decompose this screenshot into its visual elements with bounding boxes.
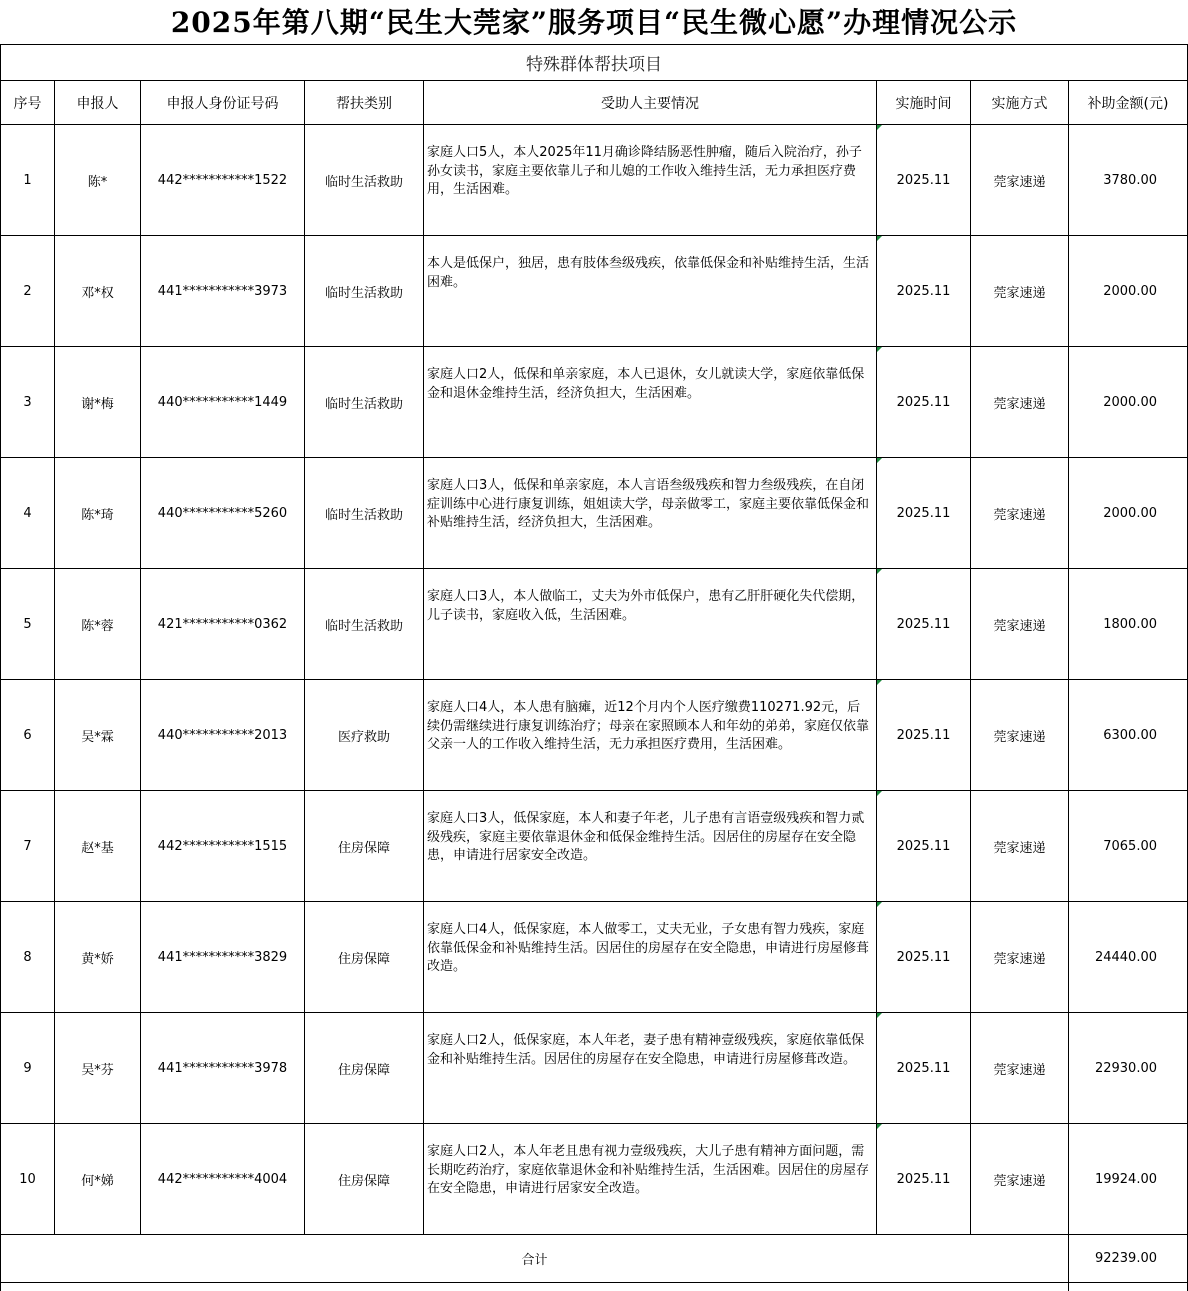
header-applicant: 申报人 <box>55 81 141 125</box>
header-id-number: 申报人身份证号码 <box>141 81 305 125</box>
table-subtitle: 特殊群体帮扶项目 <box>1 45 1188 81</box>
cell-method: 莞家速递 <box>971 125 1069 236</box>
cell-time: 2025.11 <box>877 236 971 347</box>
cell-applicant: 陈*蓉 <box>55 569 141 680</box>
cell-time: 2025.11 <box>877 902 971 1013</box>
total-row <box>1 1235 1188 1283</box>
empty-cell <box>1069 1283 1188 1291</box>
cell-category: 医疗救助 <box>305 680 424 791</box>
header-category: 帮扶类别 <box>305 81 424 125</box>
cell-applicant: 谢*梅 <box>55 347 141 458</box>
empty-cell <box>1 1283 1069 1291</box>
cell-id-number: 441***********3829 <box>141 902 305 1013</box>
cell-id-number: 440***********5260 <box>141 458 305 569</box>
cell-category: 临时生活救助 <box>305 125 424 236</box>
header-amount: 补助金额(元) <box>1069 81 1188 125</box>
cell-id-number: 421***********0362 <box>141 569 305 680</box>
cell-method: 莞家速递 <box>971 347 1069 458</box>
cell-description: 家庭人口2人，低保家庭，本人年老，妻子患有精神壹级残疾，家庭依靠低保金和补贴维持生活。因居住的房屋存在安全隐患，申请进行房屋修葺改造。 <box>424 1013 877 1124</box>
cell-id-number: 440***********1449 <box>141 347 305 458</box>
cell-no: 10 <box>1 1124 55 1235</box>
cell-applicant: 陈* <box>55 125 141 236</box>
header-description: 受助人主要情况 <box>424 81 877 125</box>
table-row <box>1 791 1188 902</box>
total-label: 合计 <box>1 1235 1069 1283</box>
cell-description: 本人是低保户，独居，患有肢体叁级残疾，依靠低保金和补贴维持生活，生活困难。 <box>424 236 877 347</box>
cell-method: 莞家速递 <box>971 1124 1069 1235</box>
cell-amount: 24440.00 <box>1069 902 1188 1013</box>
header-time: 实施时间 <box>877 81 971 125</box>
cell-applicant: 黄*娇 <box>55 902 141 1013</box>
cell-category: 临时生活救助 <box>305 569 424 680</box>
assistance-table <box>0 44 1188 1291</box>
table-row <box>1 902 1188 1013</box>
cell-no: 8 <box>1 902 55 1013</box>
cell-category: 临时生活救助 <box>305 236 424 347</box>
cell-amount: 2000.00 <box>1069 347 1188 458</box>
cell-amount: 2000.00 <box>1069 458 1188 569</box>
cell-category: 住房保障 <box>305 1124 424 1235</box>
cell-amount: 1800.00 <box>1069 569 1188 680</box>
cell-method: 莞家速递 <box>971 1013 1069 1124</box>
cell-no: 3 <box>1 347 55 458</box>
cell-category: 住房保障 <box>305 1013 424 1124</box>
cell-no: 7 <box>1 791 55 902</box>
cell-description: 家庭人口5人，本人2025年11月确诊降结肠恶性肿瘤，随后入院治疗，孙子孙女读书，家庭主要依靠儿子和儿媳的工作收入维持生活，无力承担医疗费用，生活困难。 <box>424 125 877 236</box>
cell-time: 2025.11 <box>877 458 971 569</box>
cell-amount: 7065.00 <box>1069 791 1188 902</box>
cell-applicant: 赵*基 <box>55 791 141 902</box>
table-row <box>1 125 1188 236</box>
cell-time: 2025.11 <box>877 1124 971 1235</box>
cell-method: 莞家速递 <box>971 569 1069 680</box>
cell-category: 临时生活救助 <box>305 458 424 569</box>
cell-id-number: 440***********2013 <box>141 680 305 791</box>
cell-time: 2025.11 <box>877 569 971 680</box>
cell-category: 住房保障 <box>305 902 424 1013</box>
header-no: 序号 <box>1 81 55 125</box>
table-row <box>1 680 1188 791</box>
table-row <box>1 347 1188 458</box>
cell-amount: 2000.00 <box>1069 236 1188 347</box>
cell-amount: 6300.00 <box>1069 680 1188 791</box>
cell-time: 2025.11 <box>877 680 971 791</box>
cell-category: 住房保障 <box>305 791 424 902</box>
cell-amount: 22930.00 <box>1069 1013 1188 1124</box>
total-amount: 92239.00 <box>1069 1235 1188 1283</box>
cell-description: 家庭人口2人，本人年老且患有视力壹级残疾，大儿子患有精神方面问题，需长期吃药治疗，家庭依靠退休金和补贴维持生活，生活困难。因居住的房屋存在安全隐患，申请进行居家安全改造。 <box>424 1124 877 1235</box>
cell-category: 临时生活救助 <box>305 347 424 458</box>
cell-no: 9 <box>1 1013 55 1124</box>
cell-description: 家庭人口2人，低保和单亲家庭，本人已退休，女儿就读大学，家庭依靠低保金和退休金维持生活，经济负担大，生活困难。 <box>424 347 877 458</box>
table-row <box>1 569 1188 680</box>
cell-applicant: 何*娣 <box>55 1124 141 1235</box>
cell-applicant: 陈*琦 <box>55 458 141 569</box>
cell-time: 2025.11 <box>877 347 971 458</box>
cell-no: 4 <box>1 458 55 569</box>
cell-no: 1 <box>1 125 55 236</box>
cell-method: 莞家速递 <box>971 791 1069 902</box>
cell-id-number: 442***********1515 <box>141 791 305 902</box>
header-method: 实施方式 <box>971 81 1069 125</box>
cell-applicant: 邓*权 <box>55 236 141 347</box>
cell-id-number: 442***********1522 <box>141 125 305 236</box>
cell-id-number: 441***********3978 <box>141 1013 305 1124</box>
cell-no: 6 <box>1 680 55 791</box>
cell-description: 家庭人口4人，低保家庭，本人做零工，丈夫无业，子女患有智力残疾，家庭依靠低保金和补贴维持生活。因居住的房屋存在安全隐患，申请进行房屋修葺改造。 <box>424 902 877 1013</box>
table-row <box>1 236 1188 347</box>
cell-method: 莞家速递 <box>971 680 1069 791</box>
cell-applicant: 吴*霖 <box>55 680 141 791</box>
table-row <box>1 1013 1188 1124</box>
cell-method: 莞家速递 <box>971 236 1069 347</box>
cell-amount: 3780.00 <box>1069 125 1188 236</box>
cell-description: 家庭人口4人，本人患有脑瘫，近12个月内个人医疗缴费110271.92元，后续仍需继续进行康复训练治疗；母亲在家照顾本人和年幼的弟弟，家庭仅依靠父亲一人的工作收入维持生活，无力承担医疗费用，生活困难。 <box>424 680 877 791</box>
cell-id-number: 442***********4004 <box>141 1124 305 1235</box>
cell-time: 2025.11 <box>877 125 971 236</box>
cell-id-number: 441***********3973 <box>141 236 305 347</box>
cell-applicant: 吴*芬 <box>55 1013 141 1124</box>
cell-time: 2025.11 <box>877 1013 971 1124</box>
page-title: 2025年第八期“民生大莞家”服务项目“民生微心愿”办理情况公示 <box>0 0 1188 44</box>
table-row <box>1 1124 1188 1235</box>
table-row <box>1 458 1188 569</box>
cell-time: 2025.11 <box>877 791 971 902</box>
cell-no: 5 <box>1 569 55 680</box>
cell-description: 家庭人口3人，本人做临工，丈夫为外市低保户，患有乙肝肝硬化失代偿期，儿子读书，家庭收入低，生活困难。 <box>424 569 877 680</box>
table-header-row <box>1 81 1188 125</box>
cell-no: 2 <box>1 236 55 347</box>
empty-row <box>1 1283 1188 1291</box>
cell-method: 莞家速递 <box>971 458 1069 569</box>
cell-amount: 19924.00 <box>1069 1124 1188 1235</box>
cell-description: 家庭人口3人，低保家庭，本人和妻子年老，儿子患有言语壹级残疾和智力贰级残疾，家庭主要依靠退休金和低保金维持生活。因居住的房屋存在安全隐患，申请进行居家安全改造。 <box>424 791 877 902</box>
cell-description: 家庭人口3人，低保和单亲家庭，本人言语叁级残疾和智力叁级残疾，在自闭症训练中心进行康复训练，姐姐读大学，母亲做零工，家庭主要依靠低保金和补贴维持生活，经济负担大，生活困难。 <box>424 458 877 569</box>
cell-method: 莞家速递 <box>971 902 1069 1013</box>
